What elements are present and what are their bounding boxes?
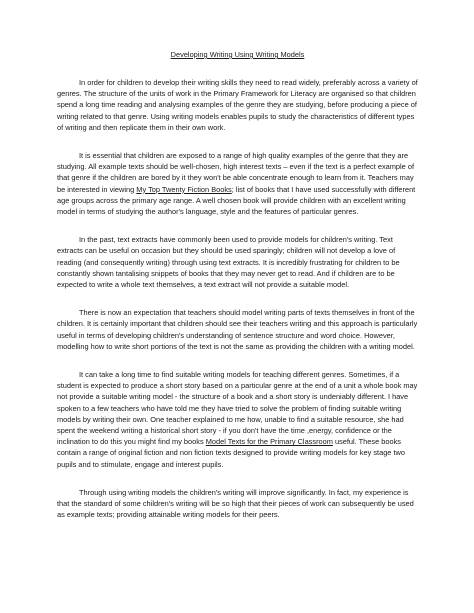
model-texts-link[interactable]: Model Texts for the Primary Classroom xyxy=(205,437,333,447)
paragraph-1 xyxy=(57,77,418,133)
paragraph-5 xyxy=(57,369,418,470)
top-twenty-fiction-books-link[interactable]: My Top Twenty Fiction Books xyxy=(136,184,232,194)
document-title: Developing Writing Using Writing Models xyxy=(170,50,305,59)
paragraph-5-text-end: useful. These books contain a range of original fiction and non fiction texts designed to provide writing models for key stage two pupils and to stimulate, engage and interest pupils. xyxy=(57,437,405,469)
paragraph-3 xyxy=(57,234,418,290)
paragraph-3-text: In the past, text extracts have commonly been used to provide models for children's writing. Text extracts can be useful on occasion but they should be used sparingly; children will not develop a love of reading (and consequently writing) through using text extracts. It is incredibly frustrating for children to be constantly shown tantalising snippets of books that they may never get to read. And if children are to be expected to write a whole text themselves, a text extract will not provide a suitable model. xyxy=(57,235,400,290)
paragraph-2 xyxy=(57,150,418,217)
paragraph-5-text-start: It can take a long time to find suitable writing models for teaching different genres. Sometimes, if a student is expected to produce a short story based on a particular genre at the end of a unit a whole book may not provide a suitable writing model - the structure of a book and a short story is undeniably different. I have spoken to a few teachers who have told me they have tried to solve the problem of finding suitable writing models by writing their own. One teacher explained to me how, unable to find a suitable resource, she had spent the weekend writing a historical short story - if you don't have the time ,energy, confidence or the inclination to do this you might find my books xyxy=(57,370,418,447)
paragraph-1-text: In order for children to develop their writing skills they need to read widely, preferably across a variety of genres. The structure of the units of work in the Primary Framework for Literacy are organised so that children spend a long time reading and analysing examples of the genre they are studying, before producing a piece of writing related to that genre. Using writing models enables pupils to study the characteristics of different types of writing and then replicate them in their own work. xyxy=(57,78,418,132)
paragraph-6 xyxy=(57,487,418,521)
paragraph-6-text: Through using writing models the children's writing will improve significantly. In fact, my experience is that the standard of some children's writing will be so high that their pieces of work can subsequently be used as example texts; providing attainable writing models for their peers. xyxy=(57,487,414,520)
paragraph-4-text: There is now an expectation that teachers should model writing parts of texts themselves in front of the children. It is certainly important that children should see their teachers writing and this approach is particularly useful in terms of developing children's understanding of sentence structure and word choice. However, modelling how to write short portions of the text is not the same as providing the children with a writing model. xyxy=(57,308,418,351)
paragraph-2-text-start: It is essential that children are exposed to a range of high quality examples of the genre that they are studying. All example texts should be well-chosen, high interest texts – even if the text is a perfect example of that genre if the children are bored by it they won't be able concentrate enough to learn from it. Teachers may be interested in viewing xyxy=(57,151,414,194)
paragraph-4 xyxy=(57,307,418,352)
paragraph-2-text-end: ; list of books that I have used successfully with different age groups across the primary age range. A well chosen book will provide children with an excellent writing model in terms of studying the author's language, style and the features of particular genres. xyxy=(57,184,416,217)
